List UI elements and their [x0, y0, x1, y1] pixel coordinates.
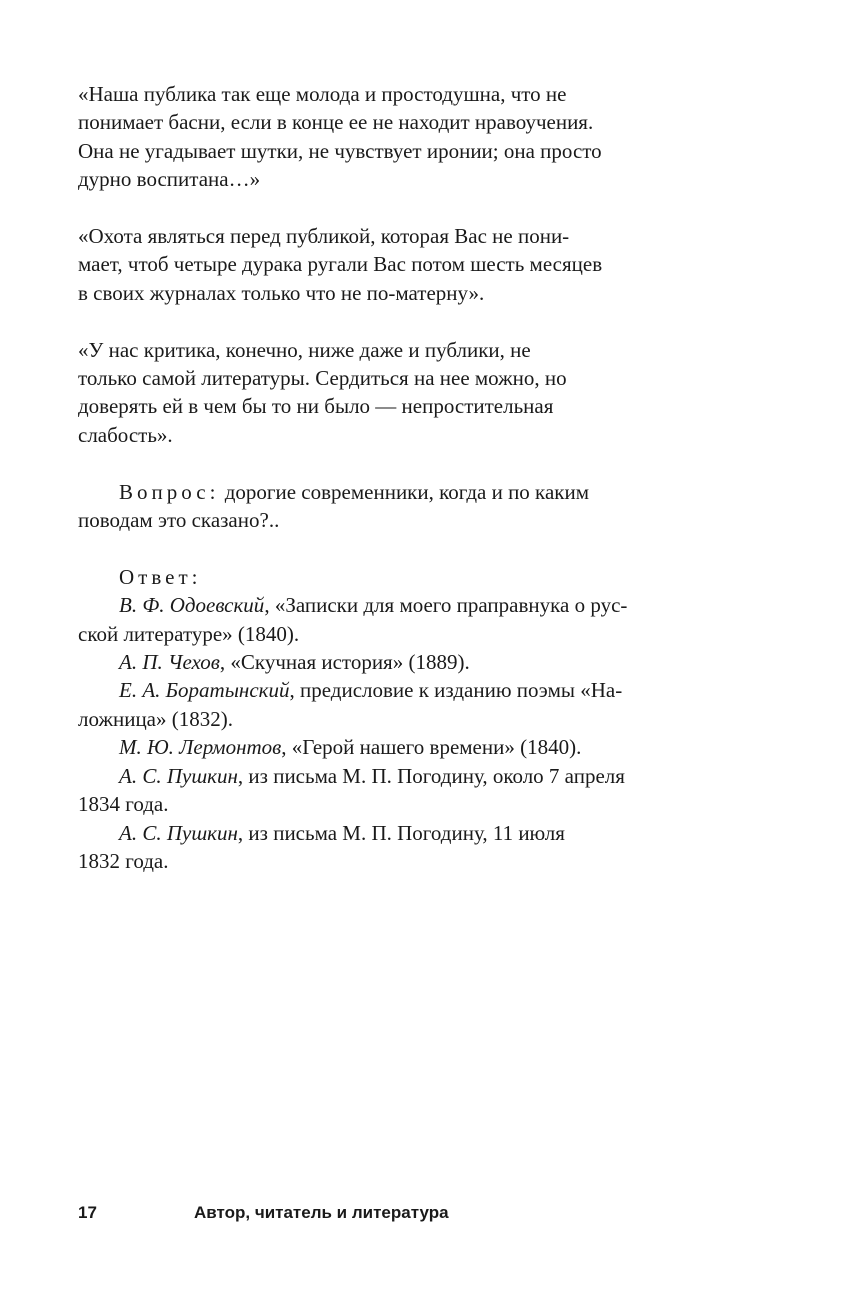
answer-item — [78, 733, 678, 761]
answer-source: , из письма М. П. Погодину, около 7 апреля 1834 года. — [78, 763, 625, 817]
question-paragraph — [78, 478, 678, 535]
answer-author: Е. А. Боратынский — [119, 678, 290, 703]
question-text: дорогие современники, когда и по каким поводам это сказано?.. — [78, 479, 589, 533]
answer-item — [78, 591, 678, 648]
running-title: Автор, читатель и литература — [194, 1203, 449, 1222]
answer-author: А. П. Чехов — [119, 650, 220, 675]
page-number: 17 — [78, 1203, 97, 1222]
paragraph-gap — [78, 307, 678, 335]
paragraph-gap — [78, 194, 678, 222]
answer-label: Ответ: — [119, 564, 202, 589]
answer-item — [78, 819, 678, 876]
paragraph-gap — [78, 449, 678, 477]
answer-item — [78, 762, 678, 819]
answer-heading — [78, 563, 678, 591]
answer-source: , «Герой нашего времени» (1840). — [281, 735, 582, 760]
answer-source: , предисловие к изданию поэмы «На- ложница» (1832). — [78, 678, 623, 731]
answer-source: , из письма М. П. Погодину, 11 июля 1832 года. — [78, 820, 565, 873]
quote-paragraph-1: «Наша публика так еще молода и простодушна, что не понимает басни, если в конце ее не находит нравоучения. Она не угадывает шутки, не чувствует иронии; она просто дурно воспитана…» — [78, 82, 602, 192]
answer-source: , «Записки для моего праправнука о рус- ской литературе» (1840). — [78, 593, 628, 646]
paragraph-gap — [78, 534, 678, 562]
answer-author: А. С. Пушкин — [119, 820, 238, 845]
answer-author: М. Ю. Лермонтов — [119, 735, 282, 760]
answer-item — [78, 648, 678, 676]
page-footer — [78, 1203, 678, 1227]
page-body — [78, 80, 678, 875]
question-label: Вопрос: — [119, 479, 220, 504]
answer-author: А. С. Пушкин — [119, 763, 238, 788]
answer-source: , «Скучная история» (1889). — [219, 650, 470, 675]
answer-author: В. Ф. Одоевский — [119, 593, 265, 618]
quote-paragraph-2: «Охота являться перед публикой, которая Вас не пони- мает, чтоб четыре дурака ругали Вас потом шесть месяцев в своих журналах только что не по-матерну». — [78, 224, 603, 305]
quote-paragraph-3: «У нас критика, конечно, ниже даже и публики, не только самой литературы. Сердиться на нее можно, но доверять ей в чем бы то ни было — непростительная слабость». — [78, 337, 567, 447]
answer-item — [78, 676, 678, 733]
